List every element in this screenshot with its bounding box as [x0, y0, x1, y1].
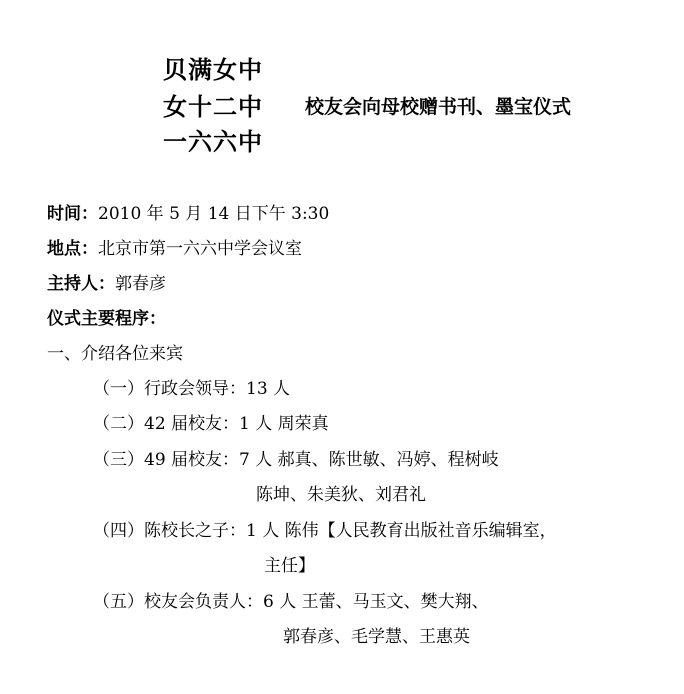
time-value: 2010 年 5 月 14 日下午 3:30 — [98, 204, 330, 224]
program-item-3: （三）49 届校友：7 人 郝真、陈世敏、冯婷、程树岐 — [93, 450, 499, 470]
program-item-1: （一）行政会领导：13 人 — [93, 379, 291, 399]
time-line — [47, 206, 329, 223]
program-item-4-continued: 主任】 — [264, 556, 315, 576]
program-item-5-continued: 郭春彦、毛学慧、王惠英 — [283, 627, 470, 647]
time-label: 时间： — [47, 204, 98, 224]
program-section-1: 一、介绍各位来宾 — [47, 344, 183, 364]
document-subtitle: 校友会向母校赠书刊、墨宝仪式 — [305, 96, 572, 118]
school-name-nv-shier: 女十二中 — [163, 92, 263, 121]
school-name-beiman: 贝满女中 — [163, 55, 263, 84]
program-item-4: （四）陈校长之子：1 人 陈伟【人民教育出版社音乐编辑室， — [93, 521, 557, 541]
host-value: 郭春彦 — [115, 274, 166, 294]
program-item-3-continued: 陈坤、朱美狄、刘君礼 — [256, 485, 426, 505]
school-name-166: 一六六中 — [163, 127, 263, 156]
program-heading: 仪式主要程序： — [47, 309, 166, 329]
program-item-2: （二）42 届校友：1 人 周荣真 — [93, 414, 329, 434]
place-label: 地点： — [47, 239, 98, 259]
place-value: 北京市第一六六中学会议室 — [98, 239, 302, 259]
host-line — [47, 276, 166, 293]
host-label: 主持人： — [47, 274, 115, 294]
program-item-5: （五）校友会负责人：6 人 王蕾、马玉文、樊大翔、 — [93, 592, 489, 612]
place-line — [47, 241, 302, 258]
